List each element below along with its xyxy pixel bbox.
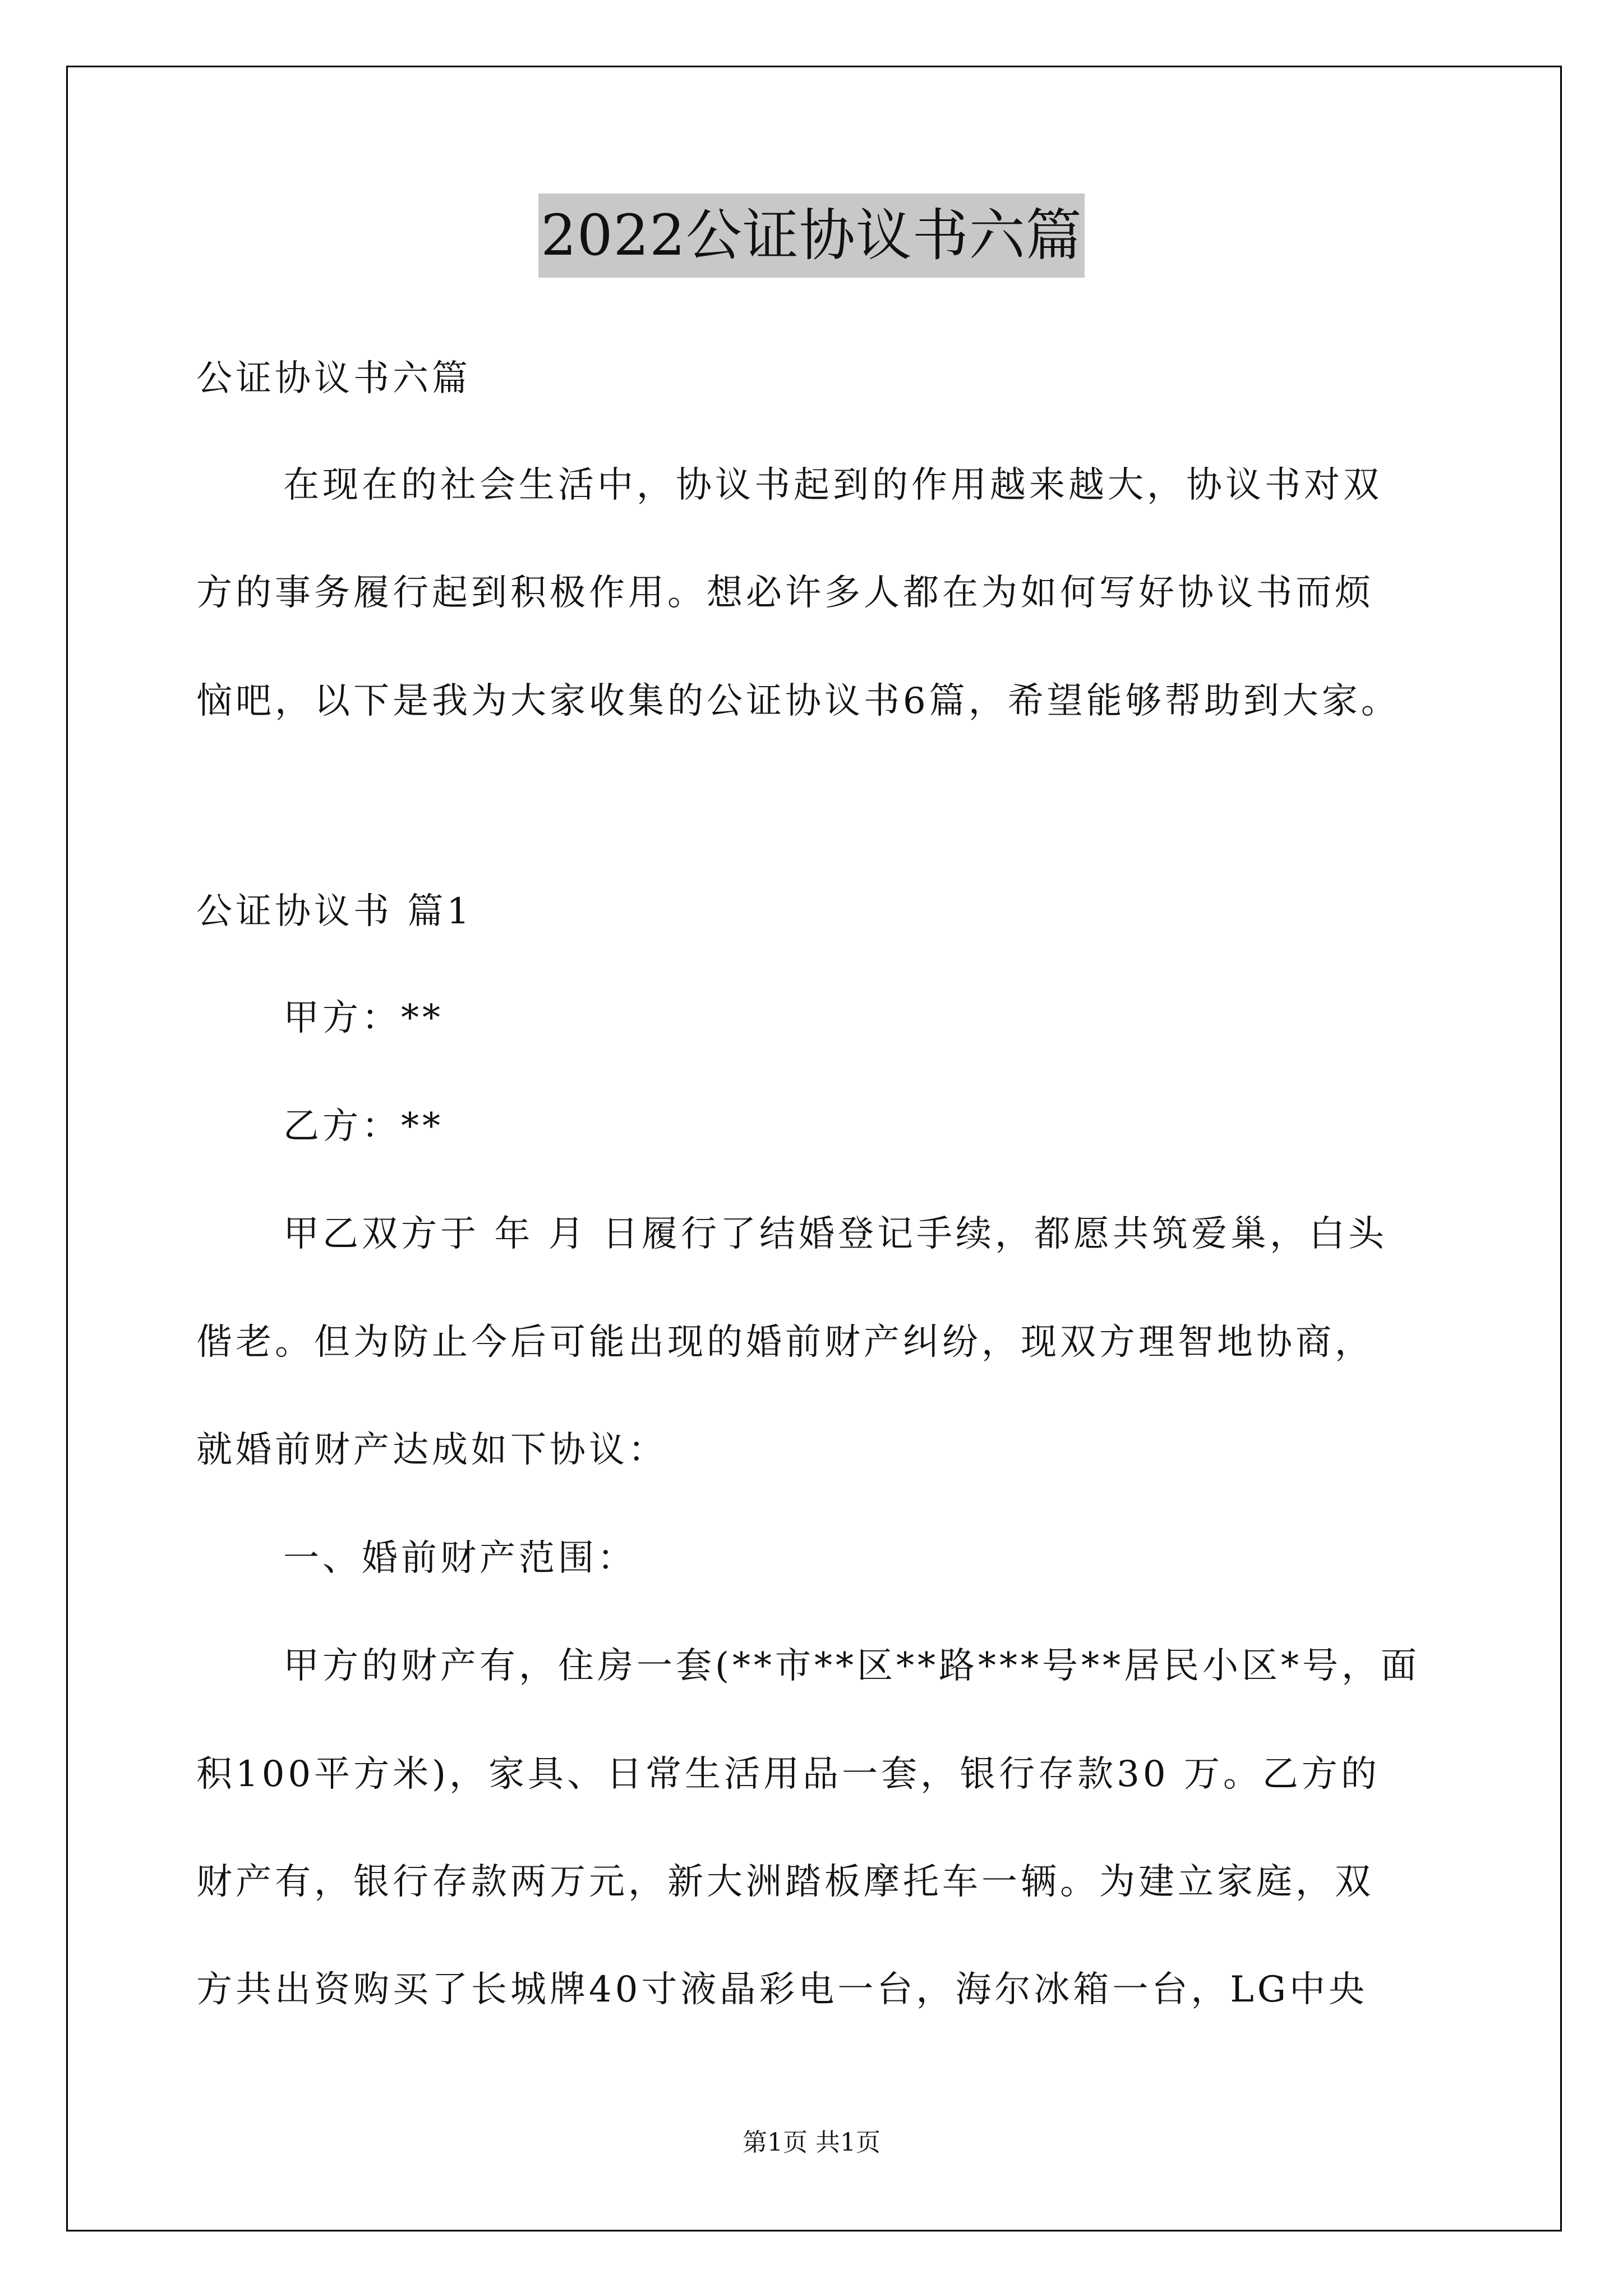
page-footer: 第1页 共1页 (743, 2128, 880, 2157)
intro-line-2: 方的事务履行起到积极作用。想必许多人都在为如何写好协议书而烦 (196, 572, 1374, 614)
party-b: 乙方：** (283, 1106, 444, 1147)
para2-line-4: 方共出资购买了长城牌40寸液晶彩电一台，海尔冰箱一台，LG中央 (196, 1969, 1368, 2010)
para1-line-3: 就婚前财产达成如下协议： (196, 1429, 667, 1471)
document-subtitle: 公证协议书六篇 (196, 358, 471, 399)
para2-line-2: 积100平方米)，家具、日常生活用品一套，银行存款30 万。乙方的 (196, 1754, 1380, 1795)
intro-line-1: 在现在的社会生活中，协议书起到的作用越来越大，协议书对双 (283, 464, 1382, 506)
para2-line-3: 财产有，银行存款两万元，新大洲踏板摩托车一辆。为建立家庭，双 (196, 1861, 1374, 1903)
intro-line-3: 恼吧，以下是我为大家收集的公证协议书6篇，希望能够帮助到大家。 (196, 680, 1400, 722)
title-container (0, 194, 1623, 278)
party-a: 甲方：** (283, 997, 444, 1039)
para1-line-1: 甲乙双方于 年 月 日履行了结婚登记手续，都愿共筑爱巢，白头 (283, 1213, 1388, 1255)
para1-line-2: 偕老。但为防止今后可能出现的婚前财产纠纷，现双方理智地协商， (196, 1322, 1374, 1363)
para2-line-1: 甲方的财产有，住房一套(**市**区**路***号**居民小区*号，面 (283, 1645, 1420, 1687)
item1-heading: 一、婚前财产范围： (283, 1538, 637, 1579)
section-heading: 公证协议书 篇1 (196, 891, 473, 932)
document-title: 2022公证协议书六篇 (538, 194, 1085, 278)
